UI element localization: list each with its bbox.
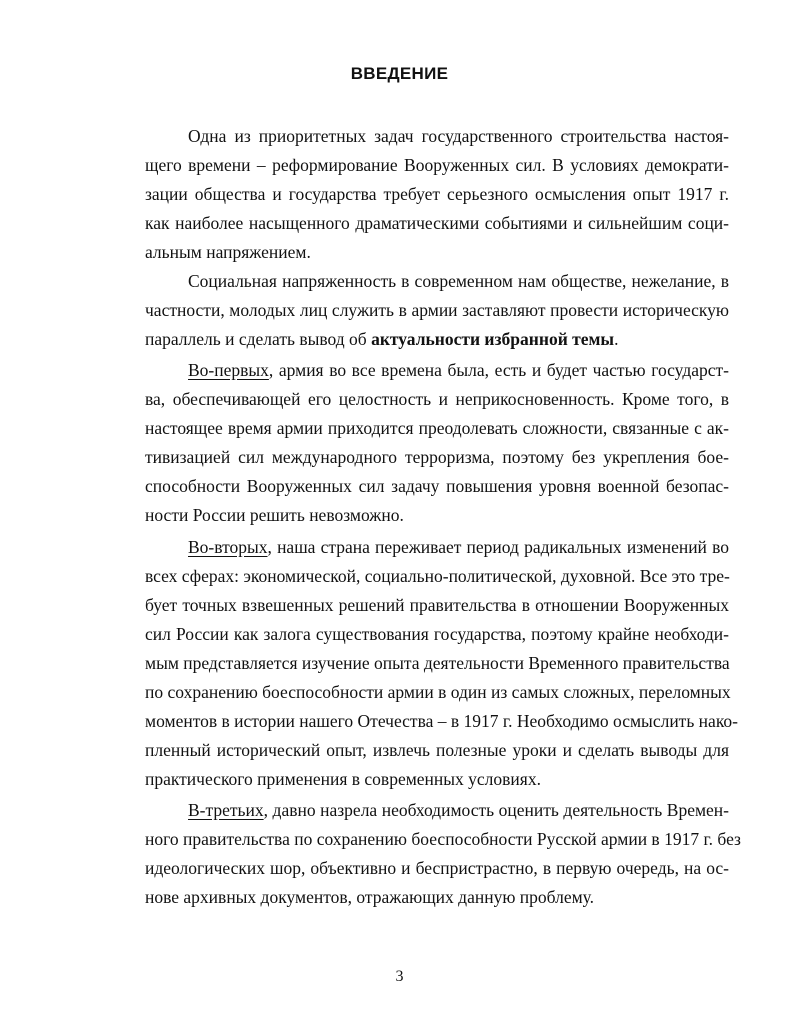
text-span: сил России как залога существования государства, поэтому крайне необходи- [145,624,729,644]
text-line [145,299,729,321]
page-title: ВВЕДЕНИЕ [350,64,449,83]
text-span: , наша страна переживает период радикальных изменений во [267,537,729,557]
text-line [145,417,729,439]
underlined-marker: В-третьих [188,800,264,820]
text-line [145,594,729,616]
text-span: пленный исторический опыт, извлечь полезные уроки и сделать выводы для [145,740,729,760]
text-line [188,125,729,147]
text-span: щего времени – реформирование Вооруженных сил. В условиях демократи- [145,155,729,175]
text-line [145,446,729,468]
text-line [145,739,729,761]
text-line [145,183,729,205]
text-line [145,886,729,908]
text-line [145,504,729,526]
text-span: по сохранению боеспособности армии в один из самых сложных, переломных [145,682,731,702]
text-line [188,799,729,821]
text-span: идеологических шор, объективно и беспристрастно, в первую очередь, на ос- [145,858,729,878]
text-line [145,241,729,263]
text-line [145,768,729,790]
text-span: как наиболее насыщенного драматическими событиями и сильнейшим соци- [145,213,729,233]
text-line [145,154,729,176]
text-span: практического применения в современных условиях. [145,769,541,789]
text-span: , армия во все времена была, есть и будет частью государст- [268,360,729,380]
bold-phrase: актуальности избранной темы [371,329,615,349]
text-span: тивизацией сил международного терроризма, поэтому без укрепления бое- [145,447,729,467]
text-span: нове архивных документов, отражающих данную проблему. [145,887,595,907]
text-line [145,388,729,410]
text-line [188,536,729,558]
underlined-marker: Во-вторых [188,537,268,557]
text-line [145,623,729,645]
text-span: Одна из приоритетных задач государственного строительства настоя- [188,126,729,146]
text-span: настоящее время армии приходится преодолевать сложности, связанные с ак- [145,418,729,438]
text-line [145,212,729,234]
text-span: способности Вооруженных сил задачу повышения уровня военной безопас- [145,476,729,496]
underlined-marker: Во-первых [188,360,269,380]
text-span: параллель и сделать вывод об [145,329,372,349]
text-line [145,328,729,350]
text-span: бует точных взвешенных решений правительства в отношении Вооруженных [145,595,729,615]
text-line [145,565,729,587]
text-span: ного правительства по сохранению боеспособности Русской армии в 1917 г. без [145,829,741,849]
text-span: Социальная напряженность в современном нам обществе, нежелание, в [188,271,729,291]
text-line [145,857,729,879]
text-span: , давно назрела необходимость оценить деятельность Времен- [263,800,729,820]
page-number: 3 [395,968,404,985]
text-line [145,710,739,732]
text-span: мым представляется изучение опыта деятельности Временного правительства [145,653,730,673]
text-span: всех сферах: экономической, социально-политической, духовной. Все это тре- [145,566,730,586]
text-line [188,270,729,292]
text-line [145,475,729,497]
text-span: альным напряжением. [145,242,311,262]
text-span: . [614,329,619,349]
text-span: частности, молодых лиц служить в армии заставляют провести историческую [145,300,729,320]
text-line [145,681,729,703]
text-span: моментов в истории нашего Отечества – в 1917 г. Необходимо осмыслить нако- [145,711,739,731]
text-span: зации общества и государства требует серьезного осмысления опыт 1917 г. [145,184,729,204]
text-line [188,359,729,381]
text-line [145,652,729,674]
text-span: ности России решить невозможно. [145,505,404,525]
text-span: ва, обеспечивающей его целостность и неприкосновенность. Кроме того, в [145,389,729,409]
text-line [145,828,741,850]
